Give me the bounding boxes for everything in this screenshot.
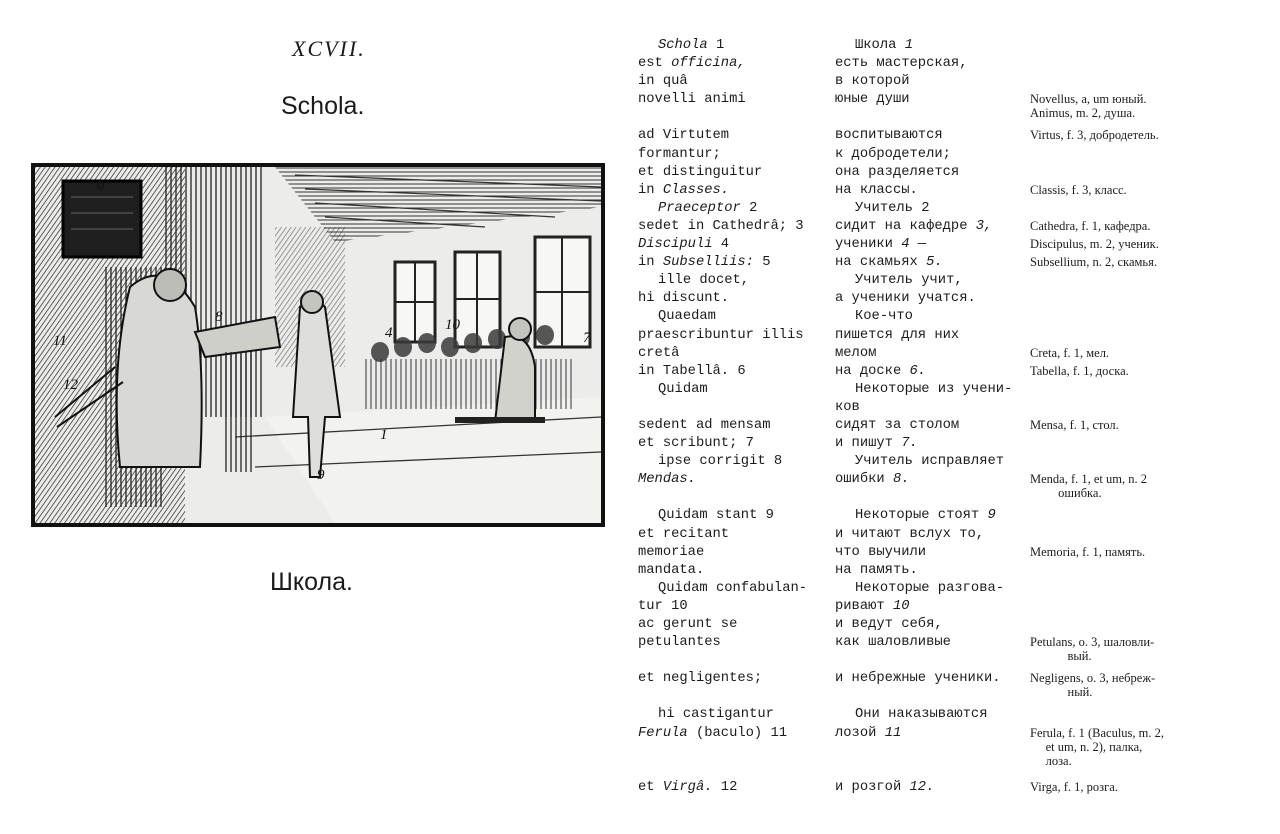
russian-line-segment: —	[909, 237, 927, 253]
school-engraving-illustration	[31, 163, 605, 527]
latin-line-segment: Classes.	[662, 182, 730, 198]
dictionary-note: Classis, f. 3, класс.	[1030, 182, 1127, 197]
latin-line-segment: officina,	[671, 56, 746, 72]
engraving-label-8: 8	[215, 309, 223, 325]
russian-line	[835, 418, 959, 433]
latin-line	[638, 183, 729, 198]
dictionary-note: Discipulus, m. 2, ученик.	[1030, 237, 1159, 252]
latin-line-segment: hi castigantur	[658, 707, 774, 723]
latin-line	[638, 635, 721, 650]
engraving-label-11: 11	[53, 333, 67, 349]
russian-line-segment: Некоторые стоят	[855, 508, 988, 524]
latin-line	[638, 780, 737, 795]
latin-line	[638, 472, 696, 487]
latin-line-segment: hi discunt.	[638, 291, 730, 307]
russian-line-segment: пишется для них	[835, 327, 960, 343]
latin-line	[638, 617, 737, 632]
russian-line-segment: Учитель исправляет	[855, 454, 1005, 470]
latin-line-segment: Quaedam	[658, 309, 716, 325]
russian-line-segment: на доске	[835, 363, 910, 379]
latin-line-segment: 4	[712, 237, 730, 253]
dictionary-note: Tabella, f. 1, доска.	[1030, 363, 1129, 378]
russian-line-segment: есть мастерская,	[835, 56, 968, 72]
latin-line-segment: ipse corrigit 8	[658, 454, 783, 470]
russian-line-segment: и розгой	[835, 779, 910, 795]
russian-line	[835, 291, 976, 306]
latin-line-segment: sedet in Cathedrâ; 3	[638, 218, 804, 234]
russian-line-segment: 10	[892, 598, 910, 614]
russian-line-segment: 7.	[901, 436, 918, 452]
russian-line	[835, 128, 943, 143]
latin-line	[638, 201, 757, 216]
russian-line-segment: и пишут	[835, 436, 902, 452]
dictionary-note: Petulans, o. 3, шаловли- вый.	[1030, 635, 1155, 664]
latin-line-segment: Schola	[658, 38, 708, 53]
latin-line-segment: et distinguitur	[638, 164, 763, 180]
engraving-label-7: 7	[583, 330, 591, 346]
dictionary-note: Subsellium, n. 2, скамья.	[1030, 255, 1157, 270]
latin-line	[638, 165, 762, 180]
latin-line-segment: in	[638, 255, 663, 271]
latin-line	[638, 346, 679, 361]
russian-line-segment: Кое-что	[855, 309, 913, 325]
latin-line-segment: in	[638, 182, 663, 198]
russian-line	[835, 38, 913, 53]
russian-line-segment: воспитываются	[835, 128, 943, 144]
russian-line	[835, 382, 1012, 397]
latin-line-segment: in quâ	[638, 74, 688, 90]
latin-line-segment: ille docet,	[658, 273, 750, 289]
russian-line-segment: ученики	[835, 237, 902, 253]
dictionary-note: Virga, f. 1, розга.	[1030, 779, 1118, 794]
russian-line	[835, 400, 860, 415]
russian-line	[835, 726, 901, 741]
latin-line	[638, 436, 754, 451]
russian-line-segment: юные души	[835, 92, 910, 108]
russian-line-segment: к добродетели;	[835, 146, 951, 162]
latin-line-segment: formantur;	[638, 146, 721, 162]
latin-line	[638, 707, 774, 722]
latin-line-segment: (baculo) 11	[687, 725, 788, 741]
russian-line-segment: Они наказываются	[855, 707, 988, 723]
russian-line-segment: на память.	[835, 562, 918, 578]
russian-title: Школа.	[270, 568, 353, 596]
russian-line	[835, 671, 1001, 686]
russian-line	[835, 707, 987, 722]
latin-line	[638, 128, 729, 143]
latin-line-segment: 2	[740, 200, 758, 216]
russian-line-segment: лозой	[835, 725, 885, 741]
russian-line	[835, 364, 926, 379]
latin-line	[638, 527, 729, 542]
russian-line-segment: сидят за столом	[835, 417, 960, 433]
latin-line-segment: Quidam	[658, 381, 708, 397]
latin-line	[638, 508, 774, 523]
latin-line-segment: Virgâ.	[662, 779, 713, 795]
latin-line-segment: ad Virtutem	[638, 128, 730, 144]
russian-line-segment: 3,	[975, 218, 993, 234]
russian-line	[835, 219, 992, 234]
russian-line-segment: 6.	[909, 363, 927, 379]
russian-line-segment: ков	[835, 399, 860, 415]
engraving-label-6: 6	[97, 177, 105, 193]
latin-line	[638, 545, 704, 560]
latin-title: Schola.	[281, 92, 365, 120]
latin-line	[638, 291, 729, 306]
latin-line-segment: petulantes	[638, 635, 721, 651]
latin-line-segment: Ferula	[638, 725, 688, 741]
russian-line-segment: и читают вслух то,	[835, 526, 985, 542]
latin-line-segment: 1	[707, 38, 725, 53]
russian-line	[835, 92, 910, 107]
russian-line	[835, 165, 959, 180]
latin-line-segment: et scribunt; 7	[638, 436, 754, 452]
latin-line	[638, 454, 782, 469]
latin-line-segment: Discipuli	[638, 237, 713, 253]
dictionary-note: Creta, f. 1, мел.	[1030, 345, 1110, 360]
russian-line-segment: 12.	[909, 779, 935, 795]
latin-line-segment: praescribuntur illis	[638, 327, 804, 343]
latin-line-segment: tur 10	[638, 598, 688, 614]
russian-line	[835, 635, 951, 650]
latin-line	[638, 364, 746, 379]
latin-line-segment: novelli animi	[638, 92, 746, 108]
russian-line-segment: на классы.	[835, 182, 918, 198]
russian-line	[835, 309, 913, 324]
russian-line-segment: 11	[884, 725, 902, 741]
latin-line	[638, 563, 704, 578]
russian-line-segment: что выучили	[835, 544, 927, 560]
latin-line	[638, 92, 746, 107]
latin-line-segment: Quidam stant 9	[658, 508, 774, 524]
latin-line	[638, 38, 724, 53]
russian-line-segment: 8.	[892, 472, 910, 488]
russian-line	[835, 56, 967, 71]
russian-line	[835, 147, 951, 162]
latin-line-segment: Subselliis:	[662, 255, 754, 271]
russian-line	[835, 527, 984, 542]
russian-line-segment: Учитель учит,	[855, 273, 963, 289]
russian-line-segment: мелом	[835, 345, 877, 361]
latin-line-segment: memoriae	[638, 544, 705, 560]
latin-line-segment: cretâ	[638, 345, 680, 361]
russian-line	[835, 346, 876, 361]
russian-line-segment: Некоторые из учени-	[855, 381, 1013, 397]
russian-line-segment: ривают	[835, 598, 893, 614]
latin-line-segment: in Tabellâ. 6	[638, 363, 746, 379]
russian-line-segment: Некоторые разгова-	[855, 580, 1005, 596]
russian-line	[835, 545, 926, 560]
russian-line-segment: 1	[904, 38, 913, 53]
russian-line	[835, 508, 996, 523]
russian-line	[835, 201, 930, 216]
russian-line-segment: Учитель 2	[855, 200, 930, 216]
russian-line-segment: а ученики учатся.	[835, 291, 976, 307]
russian-line	[835, 454, 1004, 469]
engraving-drawing	[35, 167, 601, 523]
engraving-label-12: 12	[63, 377, 78, 393]
dictionary-note: Virtus, f. 3, добродетель.	[1030, 128, 1159, 143]
russian-line	[835, 273, 963, 288]
russian-line-segment: 4	[901, 237, 910, 253]
latin-line-segment: sedent ad mensam	[638, 417, 771, 433]
latin-line	[638, 418, 770, 433]
russian-line	[835, 436, 918, 451]
latin-line	[638, 237, 729, 252]
latin-line	[638, 219, 804, 234]
latin-line-segment: et	[638, 779, 663, 795]
russian-line	[835, 780, 934, 795]
latin-line	[638, 382, 708, 397]
dictionary-note: Cathedra, f. 1, кафедра.	[1030, 218, 1151, 233]
russian-line	[835, 599, 910, 614]
dictionary-note: Novellus, a, um юный. Animus, m. 2, душа.	[1030, 92, 1147, 121]
latin-line	[638, 309, 716, 324]
russian-line	[835, 563, 918, 578]
russian-line-segment: сидит на кафедре	[835, 218, 976, 234]
latin-line-segment: 12	[712, 779, 738, 795]
chapter-number: XCVII.	[292, 36, 366, 61]
latin-line-segment: Quidam confabulan-	[658, 580, 808, 596]
latin-line-segment: et recitant	[638, 526, 730, 542]
russian-line-segment: 5.	[926, 255, 943, 271]
latin-line	[638, 255, 770, 270]
russian-line	[835, 183, 918, 198]
russian-line-segment: и ведут себя,	[835, 617, 943, 632]
latin-line-segment: et negligentes;	[638, 671, 763, 687]
latin-line	[638, 273, 749, 288]
russian-line	[835, 328, 959, 343]
russian-line	[835, 617, 943, 632]
russian-line-segment: ошибки	[835, 472, 893, 488]
russian-line-segment: 9	[987, 508, 996, 524]
latin-line	[638, 74, 688, 89]
russian-line	[835, 237, 926, 252]
russian-line	[835, 255, 943, 270]
latin-line-segment: Mendas.	[638, 472, 696, 488]
dictionary-note: Memoria, f. 1, память.	[1030, 544, 1146, 559]
russian-line-segment: как шаловливые	[835, 635, 951, 651]
russian-line-segment: она разделяется	[835, 164, 960, 180]
latin-line	[638, 147, 721, 162]
latin-line	[638, 56, 746, 71]
latin-line-segment: Praeceptor	[658, 200, 741, 216]
dictionary-note: Negligens, o. 3, небреж- ный.	[1030, 671, 1156, 700]
russian-line-segment: и небрежные ученики.	[835, 671, 1001, 687]
latin-line	[638, 581, 807, 596]
latin-line-segment: 5	[753, 255, 771, 271]
dictionary-note: Ferula, f. 1 (Baculus, m. 2, et um, n. 2), палка, лоза.	[1030, 725, 1165, 768]
russian-line	[835, 472, 910, 487]
russian-line-segment: Школа	[855, 38, 905, 53]
latin-line-segment: est	[638, 56, 672, 72]
dictionary-note: Mensa, f. 1, стол.	[1030, 417, 1119, 432]
engraving-label-1: 1	[380, 427, 388, 443]
latin-line-segment: mandata.	[638, 562, 705, 578]
russian-line	[835, 74, 910, 89]
latin-line	[638, 328, 804, 343]
latin-line	[638, 599, 688, 614]
russian-line	[835, 581, 1004, 596]
russian-line-segment: на скамьях	[835, 255, 927, 271]
engraving-label-10: 10	[445, 317, 460, 333]
engraving-label-9: 9	[317, 467, 325, 483]
engraving-label-4: 4	[385, 325, 393, 341]
russian-line-segment: в которой	[835, 74, 910, 90]
dictionary-note: Menda, f. 1, et um, n. 2 ошибка.	[1030, 472, 1147, 501]
latin-line-segment: ac gerunt se	[638, 617, 738, 632]
latin-line	[638, 726, 787, 741]
latin-line	[638, 671, 762, 686]
